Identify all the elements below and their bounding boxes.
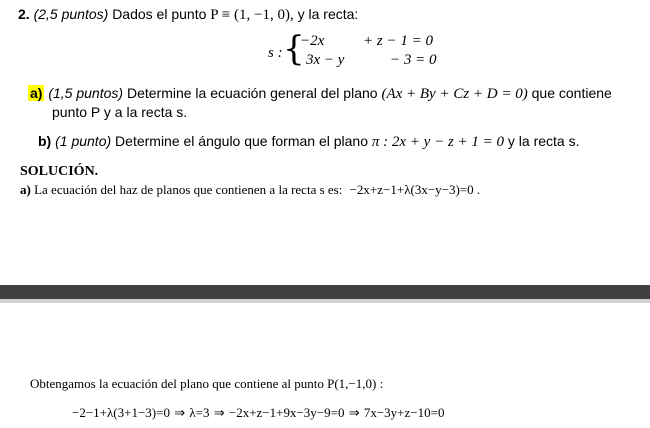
problem-intro: Dados el punto (112, 6, 207, 22)
part-a-points: (1,5 puntos) (48, 85, 124, 101)
point-expression: P ≡ (1, −1, 0), (210, 7, 294, 23)
solution-a-expression: −2x+z−1+λ(3x−y−3)=0 . (349, 182, 481, 197)
equation-1-right: + z − 1 = 0 (363, 33, 433, 49)
continuation-derivation: −2−1+λ(3+1−3)=0 ⇒ λ=3 ⇒ −2x+z−1+9x−3y−9=0 ⇒ 7x−3y+z−10=0 (72, 405, 445, 420)
line-name: s : (268, 45, 283, 61)
part-b-points: (1 punto) (55, 133, 112, 149)
continuation-point: P(1,−1,0) : (327, 376, 384, 391)
problem-intro-tail: y la recta: (297, 6, 359, 22)
solution-heading: SOLUCIÓN. (20, 164, 99, 179)
brace-symbol: { (283, 29, 305, 69)
solution-a-label: a) (20, 182, 31, 197)
part-a-statement (28, 85, 612, 103)
equation-1-left: −2x (300, 33, 325, 49)
problem-points: (2,5 puntos) (33, 6, 109, 22)
page-separator-shadow (0, 299, 650, 303)
problem-number: 2. (18, 6, 30, 22)
part-a-label: a) (30, 85, 43, 101)
equation-2-right: − 3 = 0 (390, 52, 437, 68)
solution-part-a (20, 182, 480, 198)
part-b-text-tail: y la recta s. (507, 133, 580, 149)
part-a-text: Determine la ecuación general del plano (126, 85, 378, 101)
equation-2-left: 3x − y (306, 52, 345, 68)
part-a-line-2: punto P y a la recta s. (52, 104, 188, 120)
continuation-text: Obtengamos la ecuación del plano que contiene al punto (30, 376, 324, 391)
part-a-text-tail: que contiene (531, 85, 612, 101)
page-separator (0, 285, 650, 299)
part-b-statement (38, 133, 580, 151)
continuation-text-line (30, 376, 383, 392)
solution-a-text: La ecuación del haz de planos que contienen a la recta s es: (34, 182, 343, 197)
problem-statement (18, 6, 358, 24)
part-b-label: b) (38, 133, 52, 149)
part-b-text: Determine el ángulo que forman el plano (115, 133, 368, 149)
part-a-plane-expression: (Ax + By + Cz + D = 0) (381, 86, 528, 102)
part-b-plane-expression: π : 2x + y − z + 1 = 0 (371, 134, 505, 150)
